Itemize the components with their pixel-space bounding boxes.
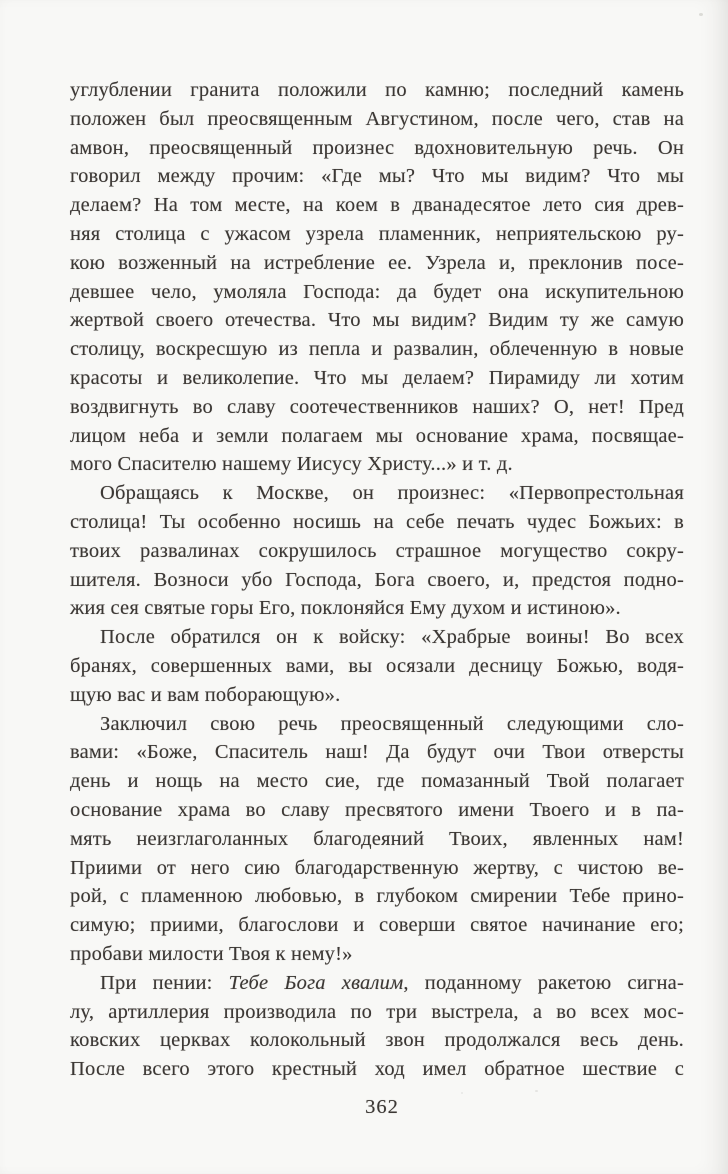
text-line bbox=[70, 1026, 684, 1055]
text-line bbox=[70, 191, 684, 220]
text-segment: После всего этого крестный ход имел обратное шествие с bbox=[70, 1058, 684, 1081]
scan-speck bbox=[699, 13, 703, 16]
text-line bbox=[70, 278, 684, 307]
text-segment: После обратился он к войску: «Храбрые воины! Во всех bbox=[100, 626, 684, 649]
text-segment: положен был преосвященным Августином, после чего, став на bbox=[70, 107, 684, 130]
text-segment: мять неизглаголанных благодеяний Твоих, явленных нам! bbox=[70, 827, 684, 850]
text-segment: , поданному ракетою сигна- bbox=[403, 971, 684, 994]
text-line bbox=[70, 450, 684, 479]
text-segment: амвон, преосвященный произнес вдохновительную речь. Он bbox=[70, 136, 684, 159]
text-line bbox=[70, 911, 684, 940]
text-line bbox=[70, 825, 684, 854]
text-segment: рой, с пламенною любовью, в глубоком смирении Тебе прино- bbox=[70, 885, 684, 908]
text-segment: углублении гранита положили по камню; последний камень bbox=[70, 79, 684, 101]
text-line bbox=[70, 422, 684, 451]
text-segment: При пении: bbox=[100, 971, 229, 994]
text-line bbox=[70, 969, 684, 998]
text-line bbox=[70, 940, 684, 969]
text-segment: твоих развалинах сокрушилось страшное могущество сокру- bbox=[70, 539, 684, 562]
text-segment: мого Спасителю нашему Иисусу Христу...» и т. д. bbox=[70, 453, 513, 476]
text-segment: красоты и великолепие. Что мы делаем? Пирамиду ли хотим bbox=[70, 366, 684, 389]
text-line bbox=[70, 710, 684, 739]
text-segment: день и нощь на место сие, где помазанный Твой полагает bbox=[70, 770, 684, 793]
text-line bbox=[70, 105, 684, 134]
text-line bbox=[70, 393, 684, 422]
page-number: 362 bbox=[365, 1096, 399, 1118]
text-segment: кою возженный на истребление ее. Узрела и, преклонив посе- bbox=[70, 251, 684, 274]
text-line bbox=[70, 76, 684, 105]
text-segment: щую вас и вам поборающую». bbox=[70, 683, 341, 706]
text-segment: лу, артиллерия производила по три выстрела, а во всех мос- bbox=[70, 1000, 684, 1023]
text-segment: вами: «Боже, Спаситель наш! Да будут очи Твои отверсты bbox=[70, 741, 684, 764]
text-line bbox=[70, 566, 684, 595]
text-line bbox=[70, 681, 684, 710]
text-segment: Заключил свою речь преосвященный следующими сло- bbox=[100, 712, 684, 735]
text-segment: жия сея святые горы Его, поклоняйся Ему духом и истиною». bbox=[70, 597, 621, 620]
scan-speck bbox=[535, 1090, 538, 1092]
text-line bbox=[70, 479, 684, 508]
text-segment: говорил между прочим: «Где мы? Что мы видим? Что мы bbox=[70, 165, 684, 188]
text-line bbox=[70, 537, 684, 566]
text-line bbox=[70, 364, 684, 393]
text-line bbox=[70, 738, 684, 767]
text-line bbox=[70, 998, 684, 1027]
text-line bbox=[70, 335, 684, 364]
text-segment: бранях, совершенных вами, вы осязали десницу Божью, водя- bbox=[70, 654, 684, 677]
text-segment: девшее чело, умоляла Господа: да будет она искупительною bbox=[70, 280, 684, 303]
text-line bbox=[70, 854, 684, 883]
italic-text-segment: Тебе Бога хвалим bbox=[228, 971, 404, 994]
text-segment: основание храма во славу пресвятого имени Твоего и в па- bbox=[70, 798, 684, 821]
text-line bbox=[70, 652, 684, 681]
text-line bbox=[70, 796, 684, 825]
text-segment: Обращаясь к Москве, он произнес: «Первопрестольная bbox=[100, 482, 684, 505]
text-line bbox=[70, 1055, 684, 1084]
text-block bbox=[70, 76, 684, 1084]
text-segment: столицу, воскресшую из пепла и развалин, облеченную в новые bbox=[70, 338, 684, 361]
text-segment: ковских церквах колокольный звон продолжался весь день. bbox=[70, 1029, 684, 1052]
text-segment: жертвой своего отечества. Что мы видим? Видим ту же самую bbox=[70, 309, 684, 332]
text-line bbox=[70, 220, 684, 249]
text-line bbox=[70, 508, 684, 537]
scan-speck bbox=[461, 1092, 463, 1094]
text-segment: воздвигнуть во славу соотечественников наших? О, нет! Пред bbox=[70, 395, 684, 418]
text-line bbox=[70, 162, 684, 191]
text-segment: няя столица с ужасом узрела пламенник, неприятельскою ру- bbox=[70, 222, 684, 245]
text-segment: делаем? На том месте, на коем в дванадесятое лето сия древ- bbox=[70, 194, 684, 217]
text-line bbox=[70, 767, 684, 796]
text-segment: симую; приими, благослови и соверши святое начинание его; bbox=[70, 914, 684, 937]
text-line bbox=[70, 623, 684, 652]
text-segment: пробави милости Твоя к нему!» bbox=[70, 942, 353, 965]
text-segment: лицом неба и земли полагаем мы основание храма, посвящае- bbox=[70, 424, 684, 447]
text-segment: столица! Ты особенно носишь на себе печать чудес Божьих: в bbox=[70, 510, 684, 533]
text-line bbox=[70, 249, 684, 278]
text-segment: шителя. Возноси убо Господа, Бога своего, и, предстоя подно- bbox=[70, 568, 684, 591]
text-line bbox=[70, 594, 684, 623]
text-line bbox=[70, 306, 684, 335]
text-segment: Приими от него сию благодарственную жертву, с чистою ве- bbox=[70, 856, 684, 879]
text-line bbox=[70, 882, 684, 911]
text-line bbox=[70, 134, 684, 163]
